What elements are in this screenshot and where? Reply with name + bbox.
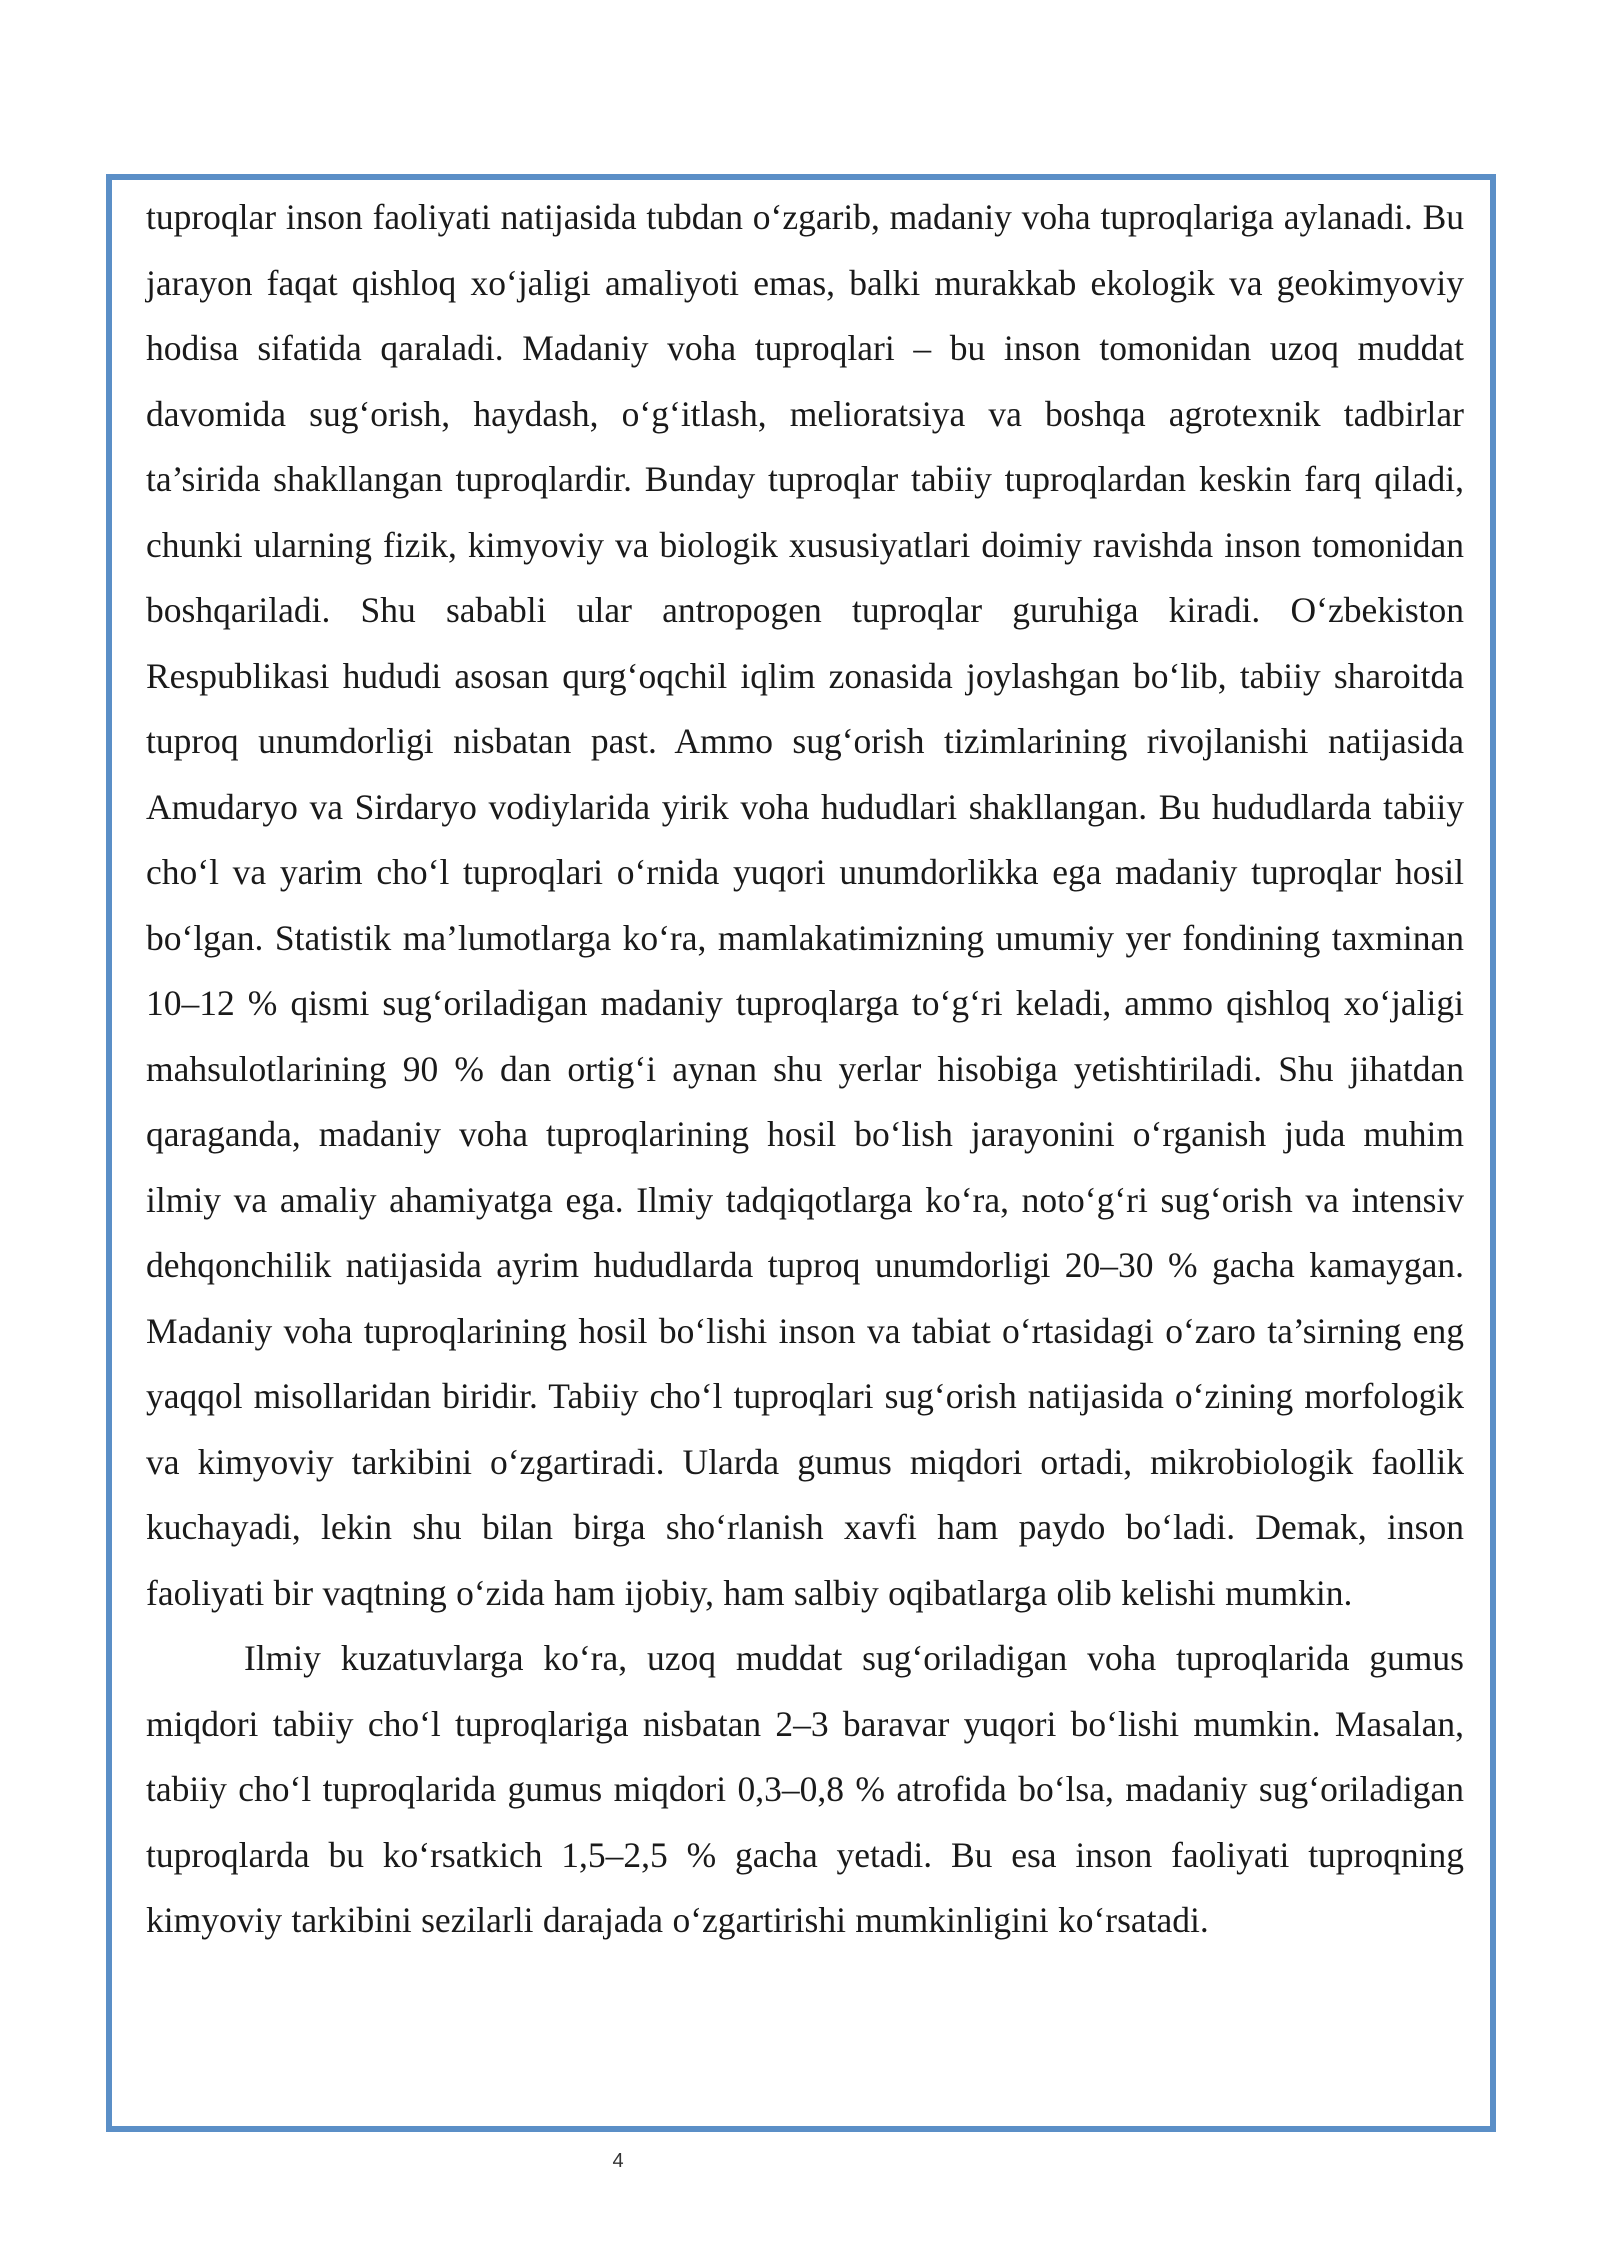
paragraph-2: Ilmiy kuzatuvlarga ko‘ra, uzoq muddat sug‘oriladigan voha tuproqlarida gumus miqdori tabiiy cho‘l tuproqlariga nisbatan 2–3 baravar yuqori bo‘lishi mumkin. Masalan, tabiiy cho‘l tuproqlarida gumus miqdori 0,3–0,8 % atrofida bo‘lsa, madaniy sug‘oriladigan tuproqlarda bu ko‘rsatkich 1,5–2,5 % gacha yetadi. Bu esa inson faoliyati tuproqning kimyoviy tarkibini sezilarli darajada o‘zgartirishi mumkinligini ko‘rsatadi.: [146, 1638, 1464, 1940]
page-number: 4: [612, 2150, 624, 2172]
paragraph-1: tuproqlar inson faoliyati natijasida tubdan o‘zgarib, madaniy voha tuproqlariga aylanadi. Bu jarayon faqat qishloq xo‘jaligi amaliyoti emas, balki murakkab ekologik va geokimyoviy hodisa sifatida qaraladi. Madaniy voha tuproqlari – bu inson tomonidan uzoq muddat davomida sug‘orish, haydash, o‘g‘itlash, melioratsiya va boshqa agrotexnik tadbirlar ta’sirida shakllangan tuproqlardir. Bunday tuproqlar tabiiy tuproqlardan keskin farq qiladi, chunki ularning fizik, kimyoviy va biologik xususiyatlari doimiy ravishda inson tomonidan boshqariladi. Shu sababli ular antropogen tuproqlar guruhiga kiradi. O‘zbekiston Respublikasi hududi asosan qurg‘oqchil iqlim zonasida joylashgan bo‘lib, tabiiy sharoitda tuproq unumdorligi nisbatan past. Ammo sug‘orish tizimlarining rivojlanishi natijasida Amudaryo va Sirdaryo vodiylarida yirik voha hududlari shakllangan. Bu hududlarda tabiiy cho‘l va yarim cho‘l tuproqlari o‘rnida yuqori unumdorlikka ega madaniy tuproqlar hosil bo‘lgan. Statistik ma’lumotlarga ko‘ra, mamlakatimizning umumiy yer fondining taxminan 10–12 % qismi sug‘oriladigan madaniy tuproqlarga to‘g‘ri keladi, ammo qishloq xo‘jaligi mahsulotlarining 90 % dan ortig‘i aynan shu yerlar hisobiga yetishtiriladi. Shu jihatdan qaraganda, madaniy voha tuproqlarining hosil bo‘lish jarayonini o‘rganish juda muhim ilmiy va amaliy ahamiyatga ega. Ilmiy tadqiqotlarga ko‘ra, noto‘g‘ri sug‘orish va intensiv dehqonchilik natijasida ayrim hududlarda tuproq unumdorligi 20–30 % gacha kamaygan. Madaniy voha tuproqlarining hosil bo‘lishi inson va tabiat o‘rtasidagi o‘zaro ta’sirning eng yaqqol misollaridan biridir. Tabiiy cho‘l tuproqlari sug‘orish natijasida o‘zining morfologik va kimyoviy tarkibini o‘zgartiradi. Ularda gumus miqdori ortadi, mikrobiologik faollik kuchayadi, lekin shu bilan birga sho‘rlanish xavfi ham paydo bo‘ladi. Demak, inson faoliyati bir vaqtning o‘zida ham ijobiy, ham salbiy oqibatlarga olib kelishi mumkin.: [146, 197, 1464, 1613]
document-body: [146, 185, 1464, 1954]
